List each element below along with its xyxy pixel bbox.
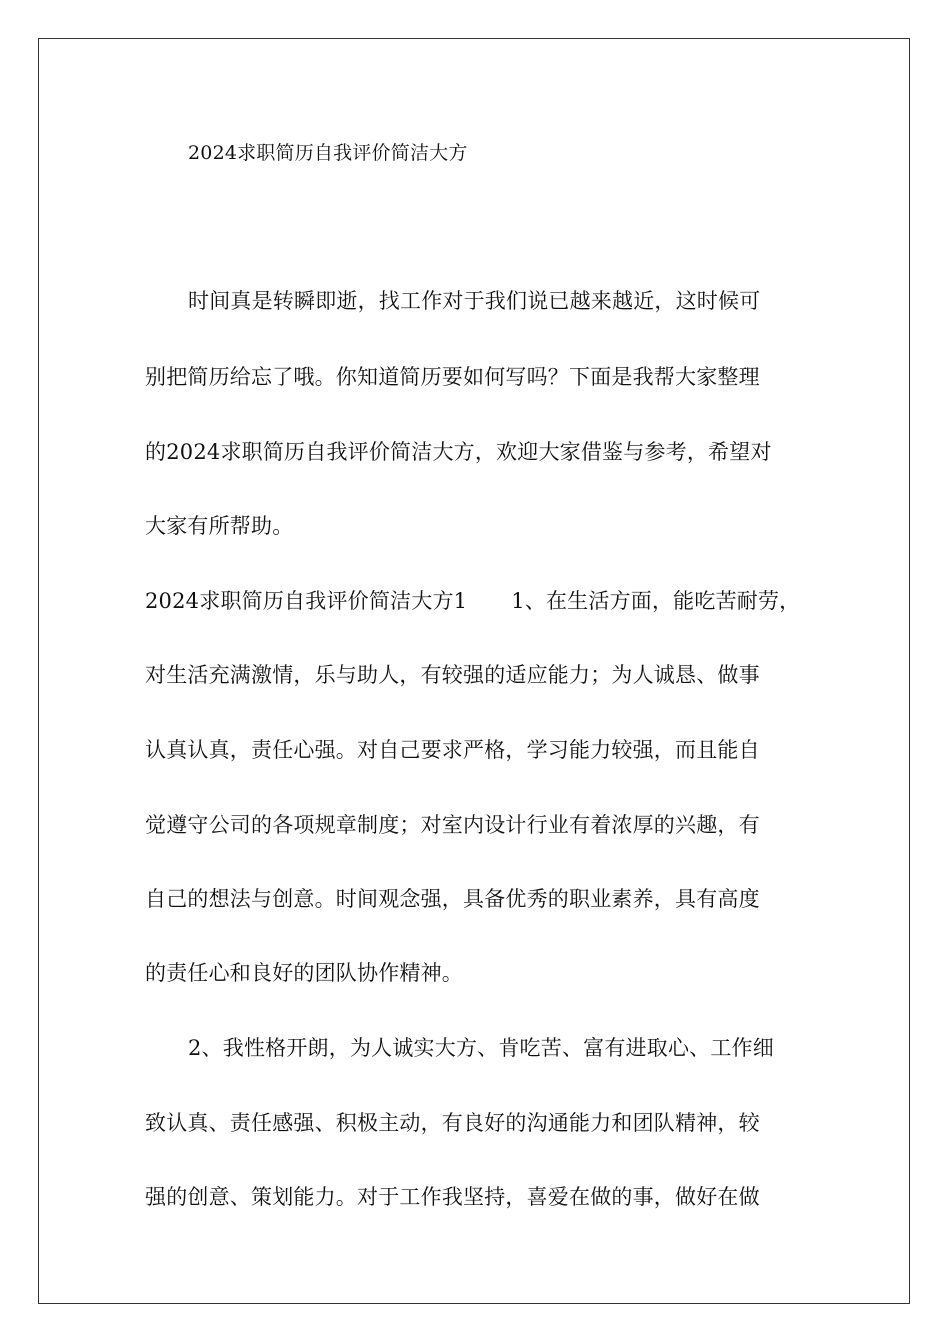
intro-line-1: 时间真是转瞬即逝，找工作对于我们说已越来越近，这时候可: [188, 289, 761, 313]
section-line-4: 觉遵守公司的各项规章制度；对室内设计行业有着浓厚的兴趣，有: [145, 813, 760, 837]
section-heading: 2024求职简历自我评价简洁大方1: [145, 589, 468, 613]
intro-line-3: 的2024求职简历自我评价简洁大方，欢迎大家借鉴与参考，希望对: [145, 440, 772, 464]
point2-line-2: 致认真、责任感强、积极主动，有良好的沟通能力和团队精神，较: [145, 1111, 760, 1135]
section-line-6: 的责任心和良好的团队协作精神。: [145, 961, 463, 985]
intro-line-4: 大家有所帮助。: [145, 514, 294, 538]
section-line-3: 认真认真，责任心强。对自己要求严格，学习能力较强，而且能自: [145, 738, 760, 762]
section-line-2: 对生活充满激情，乐与助人，有较强的适应能力；为人诚恳、做事: [145, 663, 760, 687]
point2-line-1: 2、我性格开朗，为人诚实大方、肯吃苦、富有进取心、工作细: [188, 1036, 774, 1060]
document-title: 2024求职简历自我评价简洁大方: [188, 142, 468, 164]
section-line-1: 1、在生活方面，能吃苦耐劳，: [511, 589, 801, 613]
section-line-5: 自己的想法与创意。时间观念强，具备优秀的职业素养，具有高度: [145, 887, 760, 911]
point2-line-3: 强的创意、策划能力。对于工作我坚持，喜爱在做的事，做好在做: [145, 1185, 760, 1209]
section-first-line: [145, 586, 800, 616]
intro-line-2: 别把简历给忘了哦。你知道简历要如何写吗？下面是我帮大家整理: [145, 365, 760, 389]
